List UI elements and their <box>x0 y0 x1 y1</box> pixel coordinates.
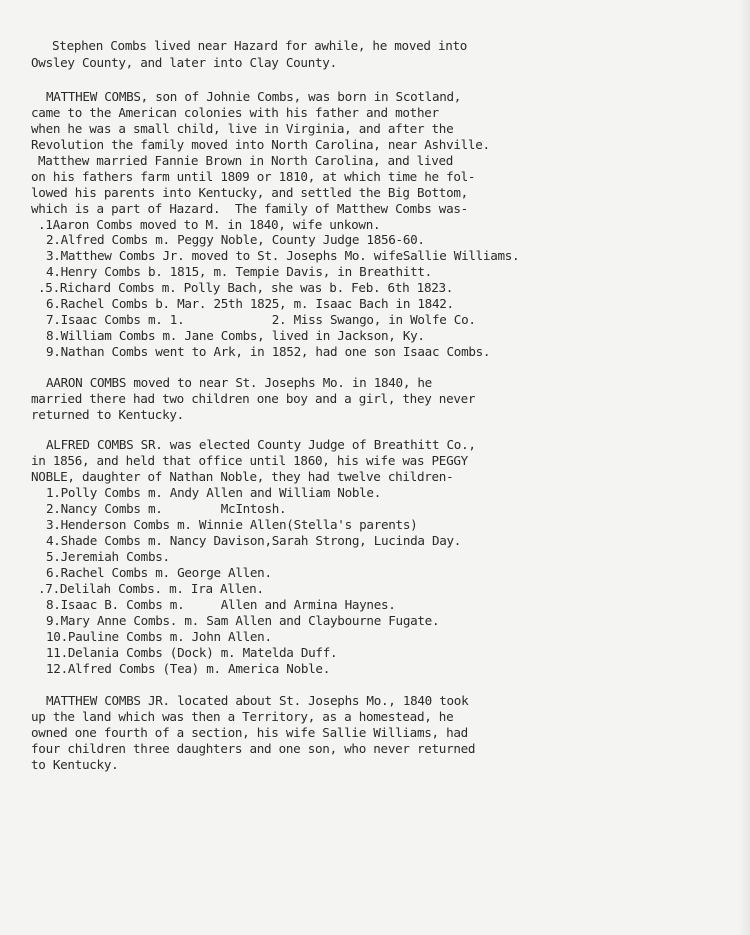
aaron-line: returned to Kentucky. <box>31 407 184 422</box>
matthew-line: on his fathers farm until 1809 or 1810, at which time he fol- <box>31 169 476 184</box>
matthew-jr-line: MATTHEW COMBS JR. located about St. Josephs Mo., 1840 took <box>46 693 469 708</box>
page-edge-shadow <box>738 0 750 935</box>
alfred-child: 6.Rachel Combs m. George Allen. <box>46 565 272 580</box>
matthew-line: lowed his parents into Kentucky, and settled the Big Bottom, <box>31 185 468 200</box>
aaron-line: AARON COMBS moved to near St. Josephs Mo. in 1840, he <box>46 375 432 390</box>
matthew-jr-line: four children three daughters and one son, who never returned <box>31 741 476 756</box>
matthew-line: MATTHEW COMBS, son of Johnie Combs, was born in Scotland, <box>46 89 462 104</box>
matthew-child: .5.Richard Combs m. Polly Bach, she was b. Feb. 6th 1823. <box>38 280 454 295</box>
alfred-child: 10.Pauline Combs m. John Allen. <box>46 629 272 644</box>
alfred-child: .7.Delilah Combs. m. Ira Allen. <box>38 581 264 596</box>
matthew-jr-line: up the land which was then a Territory, as a homestead, he <box>31 709 454 724</box>
alfred-child: 2.Nancy Combs m. McIntosh. <box>46 501 287 516</box>
matthew-jr-line: to Kentucky. <box>31 757 119 772</box>
alfred-child: 8.Isaac B. Combs m. Allen and Armina Haynes. <box>46 597 396 612</box>
alfred-child: 5.Jeremiah Combs. <box>46 549 170 564</box>
alfred-child: 1.Polly Combs m. Andy Allen and William Noble. <box>46 485 381 500</box>
matthew-line: when he was a small child, live in Virginia, and after the <box>31 121 454 136</box>
alfred-child: 3.Henderson Combs m. Winnie Allen(Stella's parents) <box>46 517 418 532</box>
matthew-child: 8.William Combs m. Jane Combs, lived in Jackson, Ky. <box>46 328 425 343</box>
alfred-line: NOBLE, daughter of Nathan Noble, they had twelve children- <box>31 469 454 484</box>
matthew-child: 2.Alfred Combs m. Peggy Noble, County Judge 1856-60. <box>46 232 425 247</box>
matthew-child: 7.Isaac Combs m. 1. 2. Miss Swango, in Wolfe Co. <box>46 312 476 327</box>
intro-line: Owsley County, and later into Clay County. <box>31 55 337 70</box>
alfred-child: 11.Delania Combs (Dock) m. Matelda Duff. <box>46 645 338 660</box>
matthew-line: Revolution the family moved into North Carolina, near Ashville. <box>31 137 490 152</box>
matthew-line: came to the American colonies with his father and mother <box>31 105 439 120</box>
aaron-line: married there had two children one boy and a girl, they never <box>31 391 476 406</box>
matthew-child: 3.Matthew Combs Jr. moved to St. Josephs Mo. wifeSallie Williams. <box>46 248 520 263</box>
intro-line: Stephen Combs lived near Hazard for awhile, he moved into <box>52 38 468 53</box>
matthew-child: 6.Rachel Combs b. Mar. 25th 1825, m. Isaac Bach in 1842. <box>46 296 454 311</box>
matthew-line: which is a part of Hazard. The family of Matthew Combs was- <box>31 201 468 216</box>
alfred-child: 4.Shade Combs m. Nancy Davison,Sarah Strong, Lucinda Day. <box>46 533 462 548</box>
matthew-child: 4.Henry Combs b. 1815, m. Tempie Davis, in Breathitt. <box>46 264 432 279</box>
matthew-child: 9.Nathan Combs went to Ark, in 1852, had one son Isaac Combs. <box>46 344 491 359</box>
alfred-line: ALFRED COMBS SR. was elected County Judge of Breathitt Co., <box>46 437 476 452</box>
alfred-child: 9.Mary Anne Combs. m. Sam Allen and Claybourne Fugate. <box>46 613 440 628</box>
matthew-jr-line: owned one fourth of a section, his wife Sallie Williams, had <box>31 725 468 740</box>
matthew-line: Matthew married Fannie Brown in North Carolina, and lived <box>38 153 454 168</box>
matthew-child: .1Aaron Combs moved to M. in 1840, wife unkown. <box>38 217 381 232</box>
alfred-line: in 1856, and held that office until 1860, his wife was PEGGY <box>31 453 468 468</box>
alfred-child: 12.Alfred Combs (Tea) m. America Noble. <box>46 661 331 676</box>
